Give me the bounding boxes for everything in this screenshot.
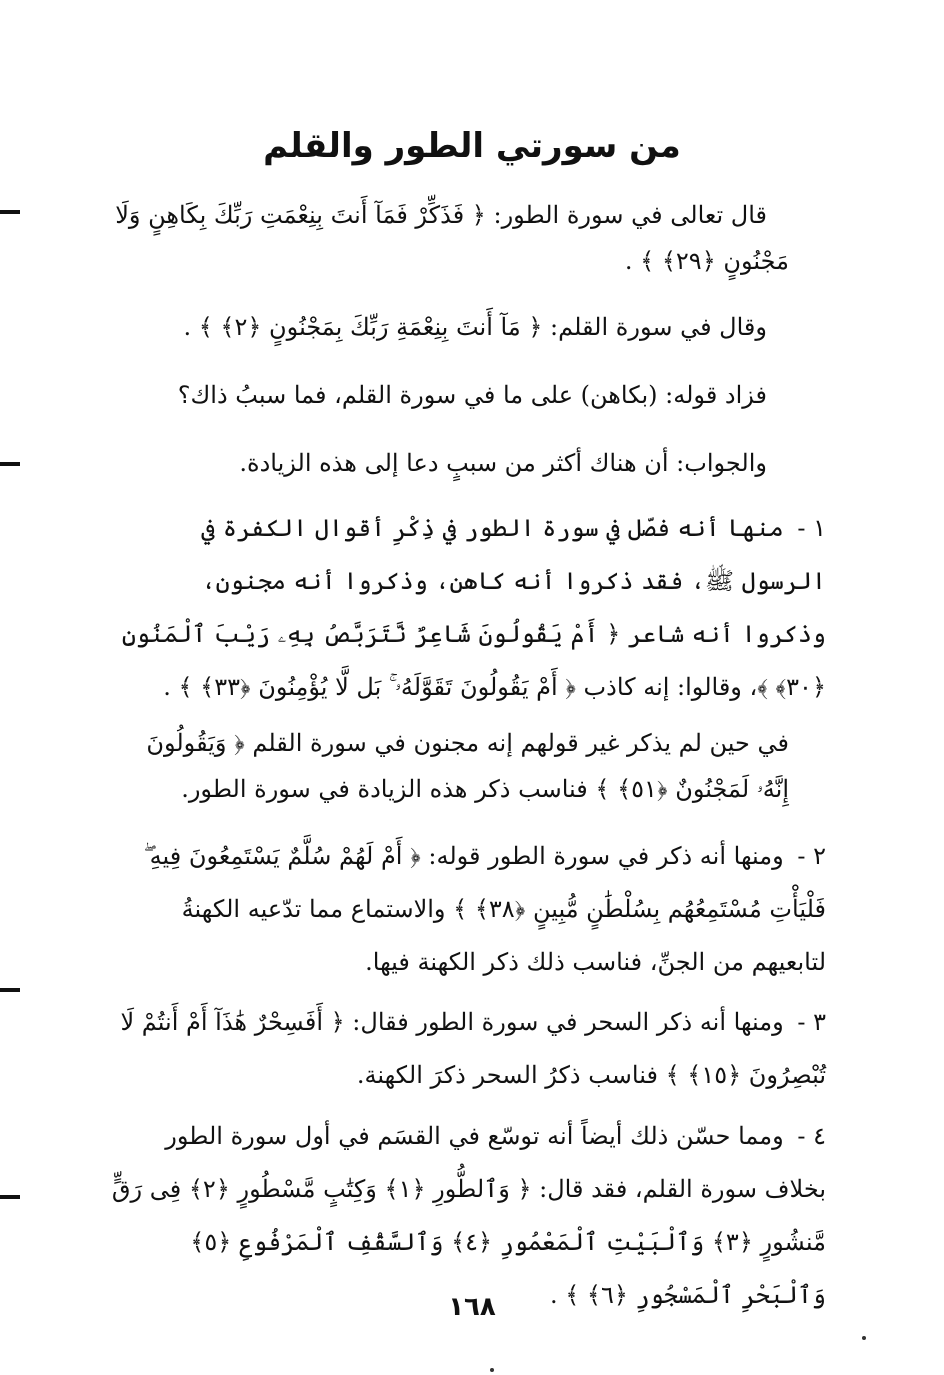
list-number: ٢ - xyxy=(797,842,826,870)
list-number: ٣ - xyxy=(797,1008,826,1036)
list-item-2 xyxy=(110,830,826,989)
page-number: ١٦٨ xyxy=(448,1292,496,1322)
scan-margin-mark xyxy=(0,988,20,992)
paragraph-qalam-contrast: في حين لم يذكر غير قولهم إنه مجنون في سورة القلم ﴿ وَيَقُولُونَ إِنَّهُۥ لَمَجْنُونٌ ﴿٥١﴾ ﴾ فناسب ذكر هذه الزيادة في سورة الطور. xyxy=(146,729,789,803)
list-item-1 xyxy=(110,502,826,714)
list-text: ومما حسّن ذلك أيضاً أنه توسّع في القسَم في أول سورة الطور بخلاف سورة القلم، فقد قال: ﴿ وَٱلطُّورِ ﴿١﴾ وَكِتَٰبٍ مَّسْطُورٍ ﴿٢﴾ فِى رَقٍّ مَّنشُورٍ ﴿٣﴾ وَٱلْبَيْتِ ٱلْمَعْمُورِ ﴿٤﴾ وَٱلسَّقْفِ ٱلْمَرْفُوعِ ﴿٥﴾ وَٱلْبَحْرِ ٱلْمَسْجُورِ ﴿٦﴾ ﴾ . xyxy=(111,1122,826,1309)
page-title: من سورتي الطور والقلم xyxy=(263,125,681,166)
paragraph-question: فزاد قوله: (بكاهن) على ما في سورة القلم، فما سببُ ذاك؟ xyxy=(177,381,767,409)
scan-margin-mark xyxy=(0,462,20,466)
paragraph-answer: والجواب: أن هناك أكثر من سببٍ دعا إلى هذه الزيادة. xyxy=(239,449,767,477)
scan-speck xyxy=(490,1368,494,1372)
list-item-4 xyxy=(110,1110,826,1322)
scan-margin-mark xyxy=(0,1195,20,1199)
list-text: منها أنه فصّل في سورة الطور في ذِكْرِ أقوال الكفرة في الرسول ﷺ، فقد ذكروا أنه كاهن، وذكروا أنه مجنون، وذكروا أنه شاعر ﴿ أَمْ يَقُولُونَ شَاعِرٌ نَّتَرَبَّصُ بِهِۦ رَيْبَ ٱلْمَنُونِ ﴿٣٠﴾ ﴾، وقالوا: إنه كاذب ﴿ أَمْ يَقُولُونَ تَقَوَّلَهُۥ ۚ بَل لَّا يُؤْمِنُونَ ﴿٣٣﴾ ﴾ . xyxy=(121,514,826,701)
list-text: ومنها أنه ذكر في سورة الطور قوله: ﴿ أَمْ لَهُمْ سُلَّمٌ يَسْتَمِعُونَ فِيهِ ۖ فَلْيَأْتِ مُسْتَمِعُهُم بِسُلْطَٰنٍ مُّبِينٍ ﴿٣٨﴾ ﴾ والاستماع مما تدّعيه الكهنةُ لتابعيهم من الجنِّ، فناسب ذلك ذكر الكهنة فيها. xyxy=(143,842,826,976)
list-item-3 xyxy=(110,996,826,1102)
list-number: ١ - xyxy=(797,514,826,542)
list-text: ومنها أنه ذكر السحر في سورة الطور فقال: ﴿ أَفَسِحْرٌ هَٰذَآ أَمْ أَنتُمْ لَا تُبْصِرُونَ ﴿١٥﴾ ﴾ فناسب ذكرُ السحر ذكرَ الكهنة. xyxy=(120,1008,826,1089)
scan-margin-mark xyxy=(0,210,20,214)
paragraph-intro-tur: قال تعالى في سورة الطور: ﴿ فَذَكِّرْ فَمَآ أَنتَ بِنِعْمَتِ رَبِّكَ بِكَاهِنٍ وَلَا مَجْنُونٍ ﴿٢٩﴾ ﴾ . xyxy=(115,201,789,275)
paragraph-intro-qalam: وقال في سورة القلم: ﴿ مَآ أَنتَ بِنِعْمَةِ رَبِّكَ بِمَجْنُونٍ ﴿٢﴾ ﴾ . xyxy=(183,313,767,341)
scan-speck xyxy=(862,1336,866,1340)
list-number: ٤ - xyxy=(797,1122,826,1150)
